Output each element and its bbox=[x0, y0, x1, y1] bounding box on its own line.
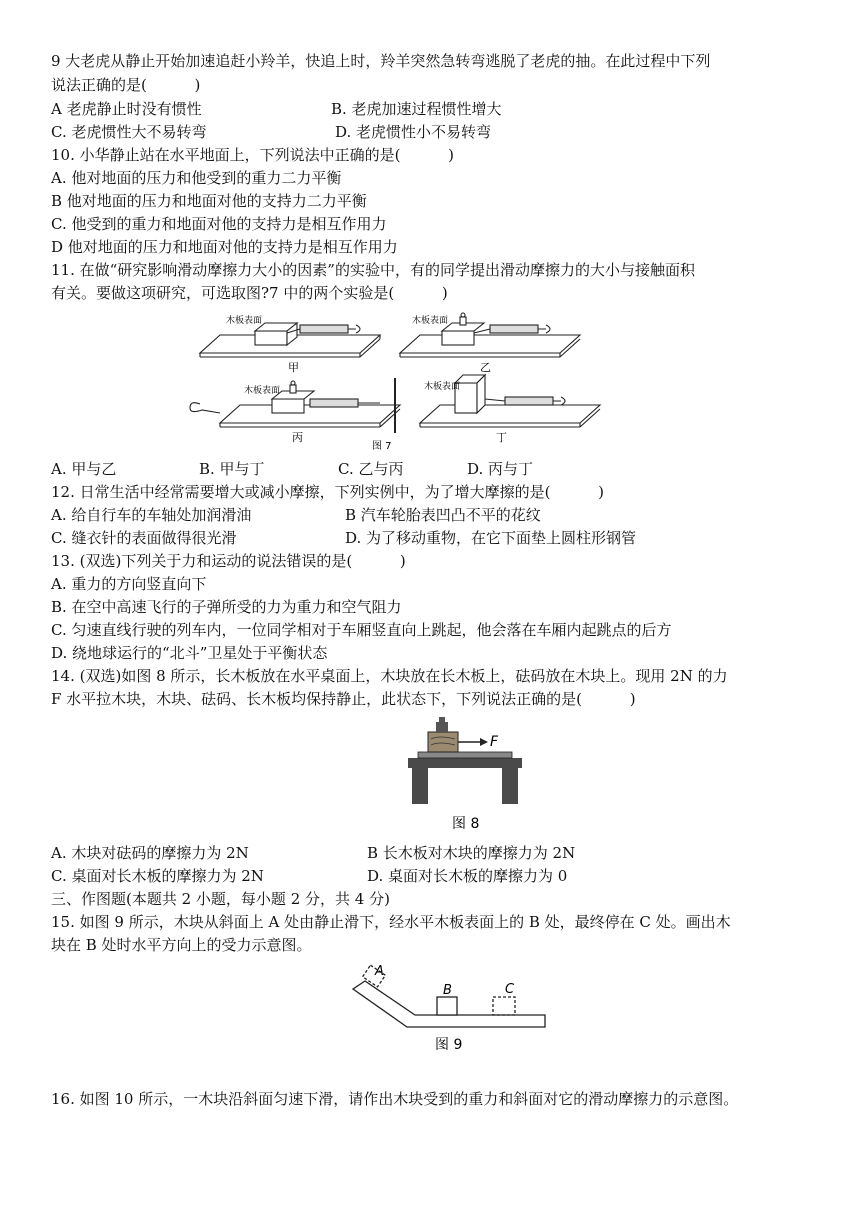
q11-option-c: C. 乙与丙 bbox=[338, 460, 404, 478]
fig9-label-b: B bbox=[443, 983, 452, 998]
q9-option-c: C. 老虎惯性大不易转弯 bbox=[51, 123, 207, 141]
figure-9 bbox=[345, 957, 555, 1057]
q13-option-a: A. 重力的方向竖直向下 bbox=[51, 575, 207, 593]
q14-option-d: D. 桌面对长木板的摩擦力为 0 bbox=[367, 867, 568, 885]
q9-option-a: A 老虎静止时没有惯性 bbox=[51, 100, 202, 118]
q15-stem-line2: 块在 B 处时水平方向上的受力示意图。 bbox=[51, 936, 312, 954]
figure-7 bbox=[180, 303, 620, 453]
fig7-label-bing: 丙 bbox=[292, 431, 303, 444]
q14-stem-line1: 14. (双选)如图 8 所示，长木板放在水平桌面上，木块放在长木板上，砝码放在木块上。现用 2N 的力 bbox=[51, 667, 728, 685]
q9-stem-line2: 说法正确的是( ) bbox=[51, 76, 201, 94]
q14-stem-line2: F 水平拉木块，木块、砝码、长木板均保持静止，此状态下，下列说法正确的是( ) bbox=[51, 690, 636, 708]
q14-option-c: C. 桌面对长木板的摩擦力为 2N bbox=[51, 867, 264, 885]
q11-option-b: B. 甲与丁 bbox=[199, 460, 265, 478]
q13-option-c: C. 匀速直线行驶的列车内，一位同学相对于车厢竖直向上跳起，他会落在车厢内起跳点的后方 bbox=[51, 621, 672, 639]
q13-option-b: B. 在空中高速飞行的子弹所受的力为重力和空气阻力 bbox=[51, 598, 402, 616]
q12-option-c: C. 缝衣针的表面做得很光滑 bbox=[51, 529, 237, 547]
fig7-label-yi: 乙 bbox=[480, 361, 491, 374]
section-3-heading: 三、作图题(本题共 2 小题，每小题 2 分，共 4 分) bbox=[51, 890, 390, 908]
fig7-label-jia: 甲 bbox=[288, 361, 299, 374]
q12-option-b: B 汽车轮胎表凹凸不平的花纹 bbox=[345, 506, 541, 524]
fig9-label-a: A bbox=[375, 964, 384, 979]
q12-stem: 12. 日常生活中经常需要增大或减小摩擦，下列实例中，为了增大摩擦的是( ) bbox=[51, 483, 605, 501]
fig7-label-ding-surface: 木板表面 bbox=[424, 382, 461, 392]
q15-stem-line1: 15. 如图 9 所示，木块从斜面上 A 处由静止滑下，经水平木板表面上的 B 处，最终停在 C 处。画出木 bbox=[51, 913, 731, 931]
q9-stem-line1: 9 大老虎从静止开始加速追赶小羚羊，快追上时，羚羊突然急转弯逃脱了老虎的抽。在此过程中下列 bbox=[51, 52, 711, 70]
q14-option-b: B 长木板对木块的摩擦力为 2N bbox=[367, 844, 576, 862]
q10-option-a: A. 他对地面的压力和他受到的重力二力平衡 bbox=[51, 169, 342, 187]
q10-option-d: D 他对地面的压力和地面对他的支持力是相互作用力 bbox=[51, 238, 398, 256]
fig8-force-label: F bbox=[490, 734, 499, 750]
fig8-caption: 图 8 bbox=[452, 816, 480, 832]
q10-option-c: C. 他受到的重力和地面对他的支持力是相互作用力 bbox=[51, 215, 387, 233]
fig7-label-yi-surface: 木板表面 bbox=[412, 316, 449, 326]
q13-option-d: D. 绕地球运行的“北斗”卫星处于平衡状态 bbox=[51, 644, 328, 662]
q12-option-d: D. 为了移动重物，在它下面垫上圆柱形钢管 bbox=[345, 529, 637, 547]
fig7-caption: 图 7 bbox=[372, 441, 392, 452]
fig9-label-c: C bbox=[505, 982, 515, 997]
fig9-caption: 图 9 bbox=[435, 1037, 463, 1053]
q11-option-d: D. 丙与丁 bbox=[467, 460, 534, 478]
q10-stem: 10. 小华静止站在水平地面上，下列说法中正确的是( ) bbox=[51, 146, 455, 164]
fig7-label-bing-surface: 木板表面 bbox=[244, 386, 281, 396]
fig7-label-jia-surface: 木板表面 bbox=[226, 316, 263, 326]
q12-option-a: A. 给自行车的车轴处加润滑油 bbox=[51, 506, 252, 524]
q10-option-b: B 他对地面的压力和地面对他的支持力二力平衡 bbox=[51, 192, 367, 210]
fig7-label-ding: 丁 bbox=[496, 431, 507, 444]
q9-option-b: B. 老虎加速过程惯性增大 bbox=[331, 100, 502, 118]
q9-option-d: D. 老虎惯性小不易转弯 bbox=[335, 123, 492, 141]
q11-option-a: A. 甲与乙 bbox=[51, 460, 117, 478]
q11-stem-line1: 11. 在做“研究影响滑动摩擦力大小的因素”的实验中，有的同学提出滑动摩擦力的大小与接触面积 bbox=[51, 261, 695, 279]
q16-stem: 16. 如图 10 所示，一木块沿斜面匀速下滑，请作出木块受到的重力和斜面对它的滑动摩擦力的示意图。 bbox=[51, 1090, 739, 1108]
figure-8 bbox=[400, 712, 530, 834]
q14-option-a: A. 木块对砝码的摩擦力为 2N bbox=[51, 844, 249, 862]
q11-stem-line2: 有关。要做这项研究，可选取图?7 中的两个实验是( ) bbox=[51, 284, 448, 302]
q13-stem: 13. (双选)下列关于力和运动的说法错误的是( ) bbox=[51, 552, 406, 570]
